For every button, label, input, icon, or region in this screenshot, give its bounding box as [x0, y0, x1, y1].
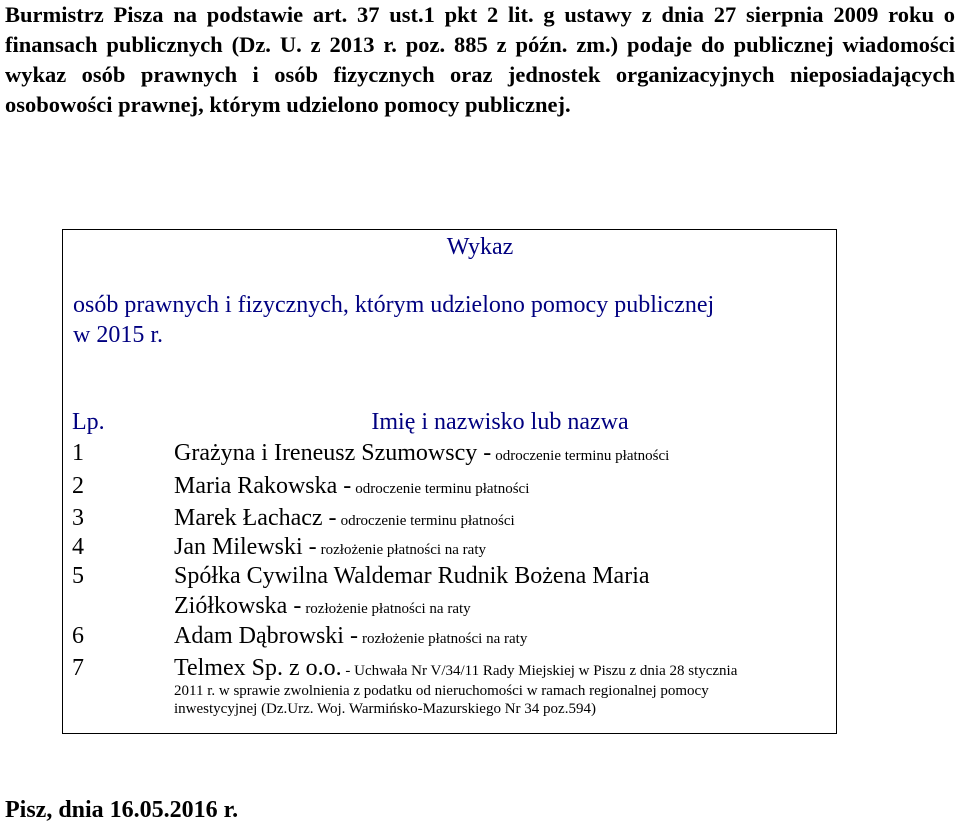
row-name-line2: Ziółkowska - — [174, 593, 302, 619]
row-description: rozłożenie płatności na raty — [320, 542, 487, 558]
wykaz-title: Wykaz — [446, 234, 514, 260]
place-and-date: Pisz, dnia 16.05.2016 r. — [5, 797, 239, 823]
row-name: Jan Milewski - — [174, 534, 317, 560]
row-number: 5 — [72, 563, 84, 589]
row-entry — [174, 561, 824, 624]
wykaz-subtitle-line2: w 2015 r. — [73, 322, 163, 348]
row-description-line3: inwestycyjnej (Dz.Urz. Woj. Warmińsko-Mazurskiego Nr 34 poz.594) — [174, 701, 596, 717]
intro-paragraph: Burmistrz Pisza na podstawie art. 37 ust.1 pkt 2 lit. g ustawy z dnia 27 sierpnia 2009 roku o finansach publicznych (Dz. U. z 2013 r. poz. 885 z późn. zm.) podaje do publicznej wiadomości wykaz osób prawnych i osób fizycznych oraz jednostek organizacyjnych nieposiadających osobowości prawnej, którym udzielono pomocy publicznej. — [5, 2, 955, 117]
row-name-line1: Spółka Cywilna Waldemar Rudnik Bożena Maria — [174, 563, 650, 589]
row-name: Grażyna i Ireneusz Szumowscy - — [174, 440, 492, 466]
row-name: Adam Dąbrowski - — [174, 623, 358, 649]
column-header-lp: Lp. — [72, 409, 105, 435]
row-entry — [174, 438, 824, 471]
row-entry — [174, 621, 824, 654]
row-description: rozłożenie płatności na raty — [361, 631, 528, 647]
row-entry — [174, 471, 824, 504]
row-description: rozłożenie płatności na raty — [305, 601, 471, 617]
row-description: odroczenie terminu płatności — [495, 448, 670, 464]
wykaz-subtitle — [73, 290, 833, 350]
row-entry — [174, 653, 824, 718]
wykaz-subtitle-line1: osób prawnych i fizycznych, którym udzielono pomocy publicznej — [73, 292, 715, 318]
row-number: 2 — [72, 473, 84, 499]
row-number: 6 — [72, 623, 84, 649]
row-name: Telmex Sp. z o.o. — [174, 655, 342, 681]
row-description-line2: 2011 r. w sprawie zwolnienia z podatku od nieruchomości w ramach regionalnej pomocy — [174, 683, 709, 699]
row-number: 3 — [72, 505, 84, 531]
row-description: odroczenie terminu płatności — [355, 481, 530, 497]
row-description: odroczenie terminu płatności — [340, 513, 515, 529]
row-number: 7 — [72, 655, 84, 681]
column-header-name: Imię i nazwisko lub nazwa — [371, 409, 629, 435]
row-name: Marek Łachacz - — [174, 505, 337, 531]
row-description-line1: - Uchwała Nr V/34/11 Rady Miejskiej w Piszu z dnia 28 stycznia — [341, 663, 738, 679]
row-name: Maria Rakowska - — [174, 473, 352, 499]
row-number: 4 — [72, 534, 84, 560]
row-number: 1 — [72, 440, 84, 466]
